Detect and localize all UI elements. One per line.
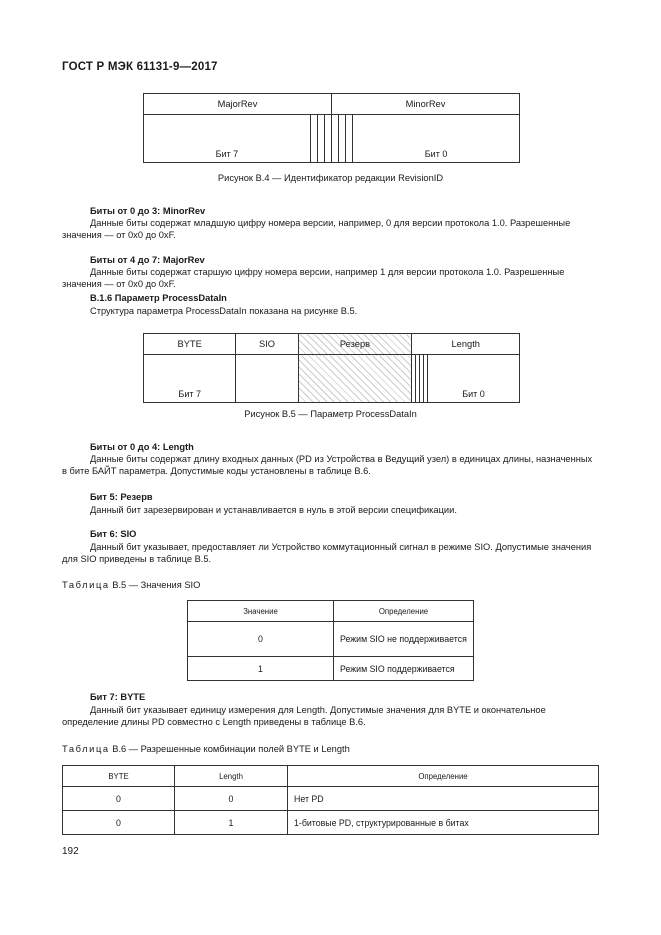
section-b16-text: Структура параметра ProcessDataIn показана на рисунке В.5.	[90, 306, 358, 316]
bit-cell-0	[353, 115, 520, 163]
table-b6-caption	[62, 744, 350, 754]
reserve-field: Резерв	[298, 334, 412, 355]
majorrev-heading: Биты от 4 до 7: MajorRev	[90, 255, 205, 265]
definition-cell: Режим SIO не поддерживается	[334, 622, 474, 657]
bit-cell-2	[339, 115, 346, 163]
page-number: 192	[62, 846, 79, 857]
value-cell: 1	[188, 657, 334, 681]
majorrev-field: MajorRev	[144, 94, 332, 115]
minorrev-field: MinorRev	[331, 94, 519, 115]
figure-b5-caption: Рисунок В.5 — Параметр ProcessDataIn	[244, 409, 417, 419]
column-header-definition: Определение	[334, 601, 474, 622]
table-b5	[187, 600, 474, 681]
column-header-length: Length	[175, 766, 288, 787]
figure-b4-caption: Рисунок В.4 — Идентификатор редакции RevisionID	[217, 173, 444, 183]
minorrev-text: Данные биты содержат младшую цифру номера версии, например, 0 для версии протокола 1.0. Разрешенные значения — от 0х0 до 0хF.	[62, 218, 571, 241]
table-b6	[62, 765, 599, 835]
table-b5-label: Таблица	[62, 580, 110, 590]
column-header-definition: Определение	[288, 766, 599, 787]
section-b16-heading: В.1.6 Параметр ProcessDataIn	[90, 293, 227, 303]
bit7-label: Бит 7	[215, 149, 239, 159]
revision-id-bit-diagram	[143, 93, 520, 163]
byte-cell: 0	[63, 811, 175, 835]
bit7-heading: Бит 7: BYTE	[90, 692, 146, 702]
bit5-text: Данный бит зарезервирован и устанавливается в нуль в этой версии спецификации.	[90, 505, 457, 515]
table-row	[63, 787, 599, 811]
bit6-text: Данный бит указывает, предоставляет ли Устройство коммутационный сигнал в режиме SIO. Допустимые значения для SIO приведены в таблице В.5.	[62, 542, 592, 565]
bit0-label: Бит 0	[424, 149, 448, 159]
byte-cell: 0	[63, 787, 175, 811]
bit-cell-5	[298, 355, 412, 403]
table-b6-label: Таблица	[62, 744, 110, 754]
bit-cell-1	[346, 115, 353, 163]
bit-cell-6	[236, 355, 298, 403]
table-b5-caption	[62, 580, 200, 590]
length-heading: Биты от 0 до 4: Length	[90, 442, 194, 452]
bit7-label: Бит 7	[178, 389, 201, 399]
bit-cell-7	[144, 355, 236, 403]
length-text: Данные биты содержат длину входных данных (PD из Устройства в Ведущий узел) в единицах длины, назначенных в бите БАЙТ параметра. Допустимые коды установлены в таблице В.6.	[62, 454, 593, 477]
bit-cell-3	[331, 115, 338, 163]
bit0-label: Бит 0	[462, 389, 485, 399]
length-field: Length	[412, 334, 520, 355]
length-cell: 0	[175, 787, 288, 811]
table-row	[188, 657, 474, 681]
definition-cell: 1-битовые PD, структурированные в битах	[288, 811, 599, 835]
table-row	[188, 622, 474, 657]
table-b6-title: В.6 — Разрешенные комбинации полей BYTE и Length	[112, 744, 350, 754]
bit-cell-0	[427, 355, 519, 403]
length-cell: 1	[175, 811, 288, 835]
bit7-text: Данный бит указывает единицу измерения для Length. Допустимые значения для BYTE и окончательное определение длины PD совместно с Length приведены в таблице В.6.	[62, 705, 546, 728]
bit-cell-6	[310, 115, 317, 163]
minorrev-heading: Биты от 0 до 3: MinorRev	[90, 206, 206, 216]
column-header-value: Значение	[188, 601, 334, 622]
processdatain-bit-diagram	[143, 333, 520, 403]
definition-cell: Нет PD	[288, 787, 599, 811]
table-row	[63, 811, 599, 835]
sio-field: SIO	[236, 334, 298, 355]
byte-field: BYTE	[144, 334, 236, 355]
document-header: ГОСТ Р МЭК 61131-9—2017	[62, 61, 218, 73]
bit-cell-4	[324, 115, 331, 163]
bit6-heading: Бит 6: SIO	[90, 529, 137, 539]
majorrev-text: Данные биты содержат старшую цифру номера версии, например 1 для версии протокола 1.0. Разрешенные значения — от 0х0 до 0хF.	[62, 267, 565, 290]
bit5-heading: Бит 5: Резерв	[90, 492, 153, 502]
column-header-byte: BYTE	[63, 766, 175, 787]
value-cell: 0	[188, 622, 334, 657]
bit-cell-5	[317, 115, 324, 163]
bit-cell-7	[144, 115, 311, 163]
definition-cell: Режим SIO поддерживается	[334, 657, 474, 681]
table-b5-title: В.5 — Значения SIO	[112, 580, 201, 590]
